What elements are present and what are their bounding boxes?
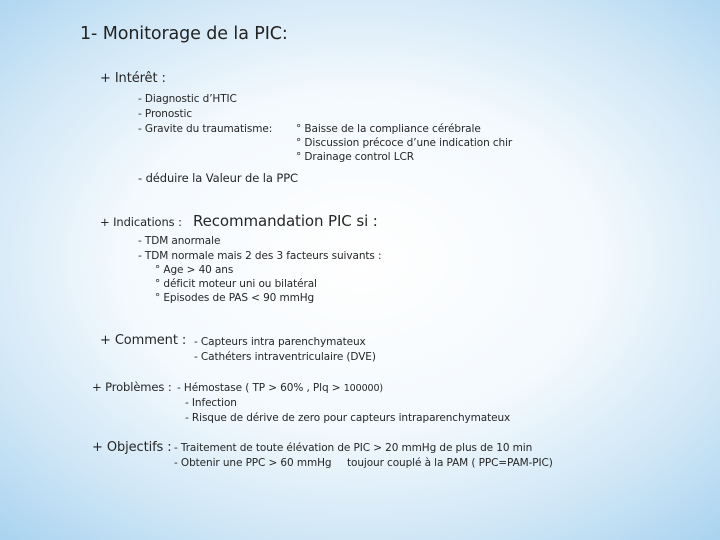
interet-diagnostic: - Diagnostic d’HTIC bbox=[138, 93, 237, 105]
facteur-2: ° déficit moteur uni ou bilatéral bbox=[155, 278, 317, 290]
comment-heading: + Comment : bbox=[100, 333, 187, 348]
facteur-1: ° Age > 40 ans bbox=[155, 264, 234, 276]
comment-item-1: - Capteurs intra parenchymateux bbox=[194, 336, 366, 348]
probleme-item-1 bbox=[177, 382, 383, 394]
indications-recommandation: Recommandation PIC si : bbox=[193, 212, 378, 230]
problemes-heading: + Problèmes : bbox=[92, 380, 172, 394]
gravite-item-3: ° Drainage control LCR bbox=[296, 151, 414, 163]
gravite-item-1: ° Baisse de la compliance cérébrale bbox=[296, 123, 481, 135]
interet-ppc: - déduire la Valeur de la PPC bbox=[138, 171, 298, 185]
gravite-item-2: ° Discussion précoce d’une indication chir bbox=[296, 137, 513, 149]
comment-item-2: - Cathéters intraventriculaire (DVE) bbox=[194, 351, 376, 363]
objectif-item-1: - Traitement de toute élévation de PIC > 20 mmHg de plus de 10 min bbox=[174, 442, 533, 454]
probleme-item-1-text: - Hémostase ( TP > 60% , Plq > bbox=[177, 382, 341, 394]
interet-gravite: - Gravite du traumatisme: bbox=[138, 123, 273, 135]
interet-heading: + Intérêt : bbox=[100, 71, 166, 86]
slide-title: 1- Monitorage de la PIC: bbox=[80, 24, 288, 44]
probleme-item-1-small: 100000) bbox=[343, 383, 384, 394]
facteur-3: ° Episodes de PAS < 90 mmHg bbox=[155, 292, 315, 304]
probleme-item-3: - Risque de dérive de zero pour capteurs intraparenchymateux bbox=[185, 412, 511, 424]
probleme-item-2: - Infection bbox=[185, 397, 237, 409]
objectif-item-2a: - Obtenir une PPC > 60 mmHg bbox=[174, 457, 332, 469]
objectif-item-2b: toujour couplé à la PAM ( PPC=PAM-PIC) bbox=[347, 457, 553, 469]
indication-item-2: - TDM normale mais 2 des 3 facteurs suivants : bbox=[138, 250, 382, 262]
indication-item-1: - TDM anormale bbox=[138, 235, 221, 247]
interet-pronostic: - Pronostic bbox=[138, 108, 193, 120]
indications-heading: + Indications : bbox=[100, 215, 182, 229]
objectifs-heading: + Objectifs : bbox=[92, 440, 172, 455]
